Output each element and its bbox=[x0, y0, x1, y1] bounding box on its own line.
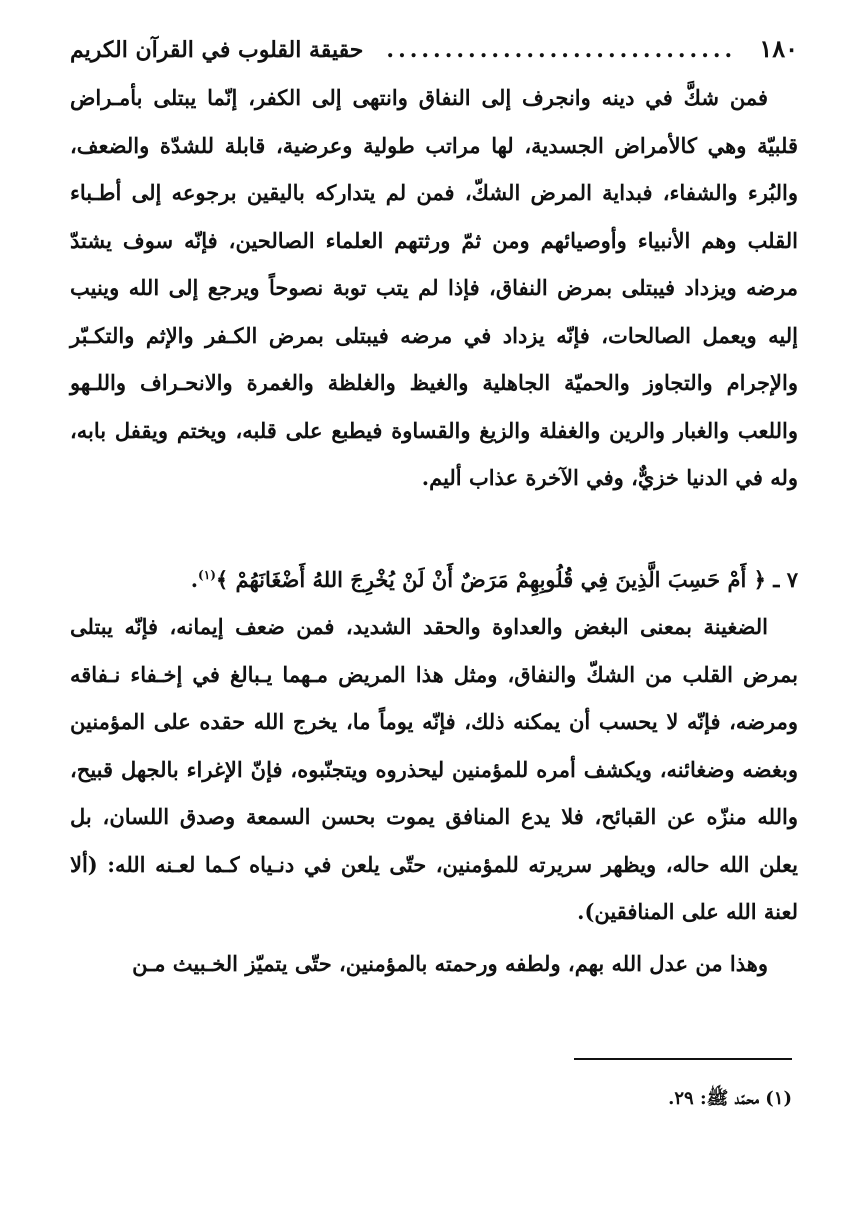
verse-number: ٧ ـ bbox=[773, 566, 798, 592]
paragraph-1: فمن شكَّ في دينه وانجرف إلى النفاق وانتهى إلى الكفر، إنّما يبتلى بأمـراض قلبيّة وهي كالأمراض الجسدية، لها مراتب طولية وعرضية، قابلة للشدّة والضعف، والبُرء والشفاء، فبداية المرض الشكّ، فمن لم يتداركه باليقين برجوعه إلى أطـباء القلب وهم الأنبياء وأوصيائهم ومن ثمّ ورثتهم العلماء الصالحين، فإنّه سوف يشتدّ مرضه ويزداد فيبتلى بمرض النفاق، فإذا لم يتب توبة نصوحاً ويرجع إلى الله وينيب إليه ويعمل الصالحات، فإنّه يزداد في مرضه فيبتلى بمرض الكـفر والإثم والتكـبّر والإجرام والتجاوز والحميّة الجاهلية والغيظ والغلظة والغمرة والانحـراف واللـهو واللعب والغبار والرين والغفلة والزيغ والقساوة فيطبع على قلبه، ويختم ويقفل بابه، وله في الدنيا خزيٌّ، وفي الآخرة عذاب أليم. bbox=[70, 85, 798, 490]
body-text bbox=[70, 74, 798, 987]
running-title: حقيقة القلوب في القرآن الكريم bbox=[70, 37, 364, 63]
verse-close-bracket: ﴾ bbox=[215, 566, 229, 592]
paragraph-2: الضغينة بمعنى البغض والعداوة والحقد الشديد، فمن ضعف إيمانه، فإنّه يبتلى بمرض القلب من الشكّ والنفاق، ومثل هذا المريض مـهما يـبالغ في إخـفاء نـفاقه ومرضه، فإنّه لا يحسب أن يمكنه ذلك، فإنّه يوماً ما، يخرج الله حقده على المؤمنين وبغضه وضغائنه، ويكشف أمره للمؤمنين ليحذروه ويتجنّبوه، فإنّ الإغراء بالجهل قبيح، والله منزّه عن القبائح، فلا يدع المنافق يموت بحسن السمعة وصدق اللسان، بل يعلن الله حاله، ويظهر سريرته للمؤمنين، حتّى يلعن في دنـياه كـما لعـنه الله: (ألا لعنة الله على المنافقين). bbox=[70, 614, 798, 924]
book-page bbox=[70, 34, 798, 987]
verse-open-bracket: ﴿ bbox=[753, 566, 766, 592]
header-leader-dots: .............................. bbox=[386, 37, 737, 63]
footnote-divider bbox=[574, 1058, 792, 1060]
page-number: ١٨٠ bbox=[759, 34, 798, 63]
verse-end: . bbox=[190, 566, 199, 592]
verse-text: أَمْ حَسِبَ الَّذِينَ فِي قُلُوبِهِمْ مَرَضٌ أَنْ لَنْ يُخْرِجَ اللهُ أَضْغَانَهُمْ bbox=[235, 566, 747, 592]
running-header bbox=[70, 34, 798, 74]
footnote-ref: (١) bbox=[198, 567, 216, 582]
quran-verse bbox=[70, 552, 798, 604]
footnote: (١) محمّد ﷺ: ٢٩. bbox=[668, 1088, 792, 1109]
paragraph-3: وهذا من عدل الله بهم، ولطفه ورحمته بالمؤمنين، حتّى يتميّز الخـبيث مـن bbox=[132, 950, 768, 976]
